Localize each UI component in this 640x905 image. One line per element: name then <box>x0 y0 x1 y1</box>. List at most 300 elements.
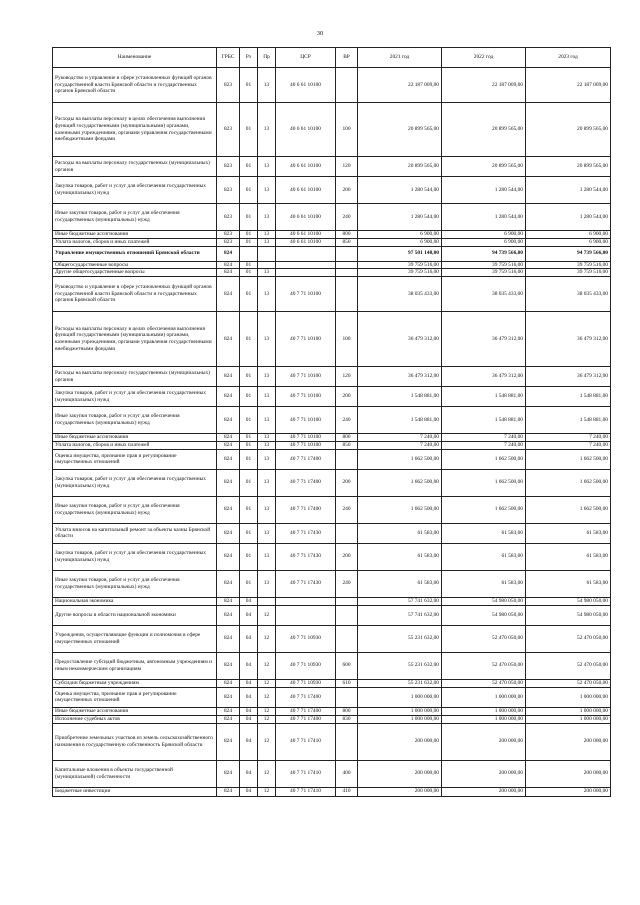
cell-pr: 13 <box>258 570 276 597</box>
cell-y2022: 54 980 050,00 <box>442 597 526 605</box>
cell-grbs: 824 <box>217 277 240 312</box>
cell-grbs: 824 <box>217 387 240 407</box>
cell-y2021: 6 900,00 <box>358 238 442 246</box>
cell-grbs: 824 <box>217 434 240 442</box>
table-row <box>53 625 611 652</box>
cell-y2023: 36 479 312,00 <box>526 367 611 387</box>
cell-csr <box>276 269 336 277</box>
cell-grbs: 824 <box>217 723 240 760</box>
cell-csr: 40 7 71 10930 <box>276 652 336 679</box>
cell-rz: 01 <box>240 68 258 103</box>
cell-y2023: 61 583,00 <box>526 543 611 570</box>
cell-vr: 410 <box>336 787 358 796</box>
cell-pr: 13 <box>258 157 276 177</box>
cell-y2021: 61 583,00 <box>358 570 442 597</box>
cell-rz: 04 <box>240 760 258 787</box>
col-header-grbs: ГРБС <box>217 48 240 68</box>
cell-grbs: 823 <box>217 157 240 177</box>
cell-rz: 01 <box>240 177 258 204</box>
table-row <box>53 407 611 434</box>
cell-pr: 13 <box>258 277 276 312</box>
cell-rz: 01 <box>240 449 258 469</box>
cell-vr <box>336 605 358 625</box>
cell-y2022: 20 899 565,00 <box>442 103 526 157</box>
table-row <box>53 449 611 469</box>
cell-rz: 04 <box>240 605 258 625</box>
cell-name: Закупка товаров, работ и услуг для обеспечения государственных (муниципальных) нужд <box>53 543 217 570</box>
cell-csr: 40 7 71 10100 <box>276 312 336 367</box>
cell-y2022: 7 240,00 <box>442 441 526 449</box>
cell-y2021: 61 583,00 <box>358 543 442 570</box>
table-row <box>53 687 611 707</box>
cell-name: Национальная экономика <box>53 597 217 605</box>
cell-vr: 200 <box>336 469 358 496</box>
cell-y2022: 54 980 050,00 <box>442 605 526 625</box>
col-header-name: Наименование <box>53 48 217 68</box>
cell-grbs: 824 <box>217 625 240 652</box>
cell-vr: 200 <box>336 387 358 407</box>
cell-pr: 12 <box>258 787 276 796</box>
cell-pr: 13 <box>258 367 276 387</box>
cell-grbs: 824 <box>217 570 240 597</box>
cell-grbs: 824 <box>217 687 240 707</box>
cell-y2022: 1 548 881,00 <box>442 407 526 434</box>
cell-vr <box>336 625 358 652</box>
cell-csr: 40 7 71 17430 <box>276 570 336 597</box>
cell-y2023: 1 280 544,00 <box>526 177 611 204</box>
cell-name: Капитальные вложения в объекты государственной (муниципальной) собственности <box>53 760 217 787</box>
cell-pr: 12 <box>258 707 276 715</box>
cell-csr: 40 7 71 10100 <box>276 367 336 387</box>
cell-vr <box>336 523 358 543</box>
cell-y2023: 61 583,00 <box>526 570 611 597</box>
cell-name: Учреждения, осуществляющие функции и полномочия в сфере имущественных отношений <box>53 625 217 652</box>
cell-vr <box>336 723 358 760</box>
cell-vr: 800 <box>336 434 358 442</box>
cell-name: Иные бюджетные ассигнования <box>53 231 217 239</box>
cell-y2021: 6 900,00 <box>358 231 442 239</box>
cell-vr <box>336 277 358 312</box>
cell-y2021: 200 000,00 <box>358 723 442 760</box>
cell-pr: 12 <box>258 679 276 687</box>
cell-pr: 13 <box>258 68 276 103</box>
cell-y2023: 1 000 000,00 <box>526 687 611 707</box>
table-row <box>53 787 611 796</box>
cell-y2022: 61 583,00 <box>442 543 526 570</box>
table-row <box>53 177 611 204</box>
cell-csr <box>276 246 336 261</box>
cell-y2022: 39 759 516,00 <box>442 261 526 269</box>
cell-vr: 610 <box>336 679 358 687</box>
cell-grbs: 824 <box>217 496 240 523</box>
table-row <box>53 103 611 157</box>
cell-y2023: 7 240,00 <box>526 434 611 442</box>
cell-name: Расходы на выплаты персоналу в целях обеспечения выполнения функций государственными (муниципальными) органами, казенными учреждениями, органами управления государственными внебюджетными фондами <box>53 312 217 367</box>
cell-vr: 240 <box>336 407 358 434</box>
cell-y2021: 39 759 516,00 <box>358 269 442 277</box>
cell-name: Расходы на выплаты персоналу государственных (муниципальных) органов <box>53 157 217 177</box>
cell-vr: 240 <box>336 496 358 523</box>
cell-y2023: 6 900,00 <box>526 238 611 246</box>
cell-rz: 01 <box>240 543 258 570</box>
cell-csr <box>276 605 336 625</box>
cell-y2021: 20 899 565,00 <box>358 103 442 157</box>
cell-grbs: 824 <box>217 707 240 715</box>
cell-rz: 01 <box>240 407 258 434</box>
cell-grbs: 824 <box>217 269 240 277</box>
cell-csr: 40 6 61 10100 <box>276 68 336 103</box>
cell-y2022: 1 000 000,00 <box>442 707 526 715</box>
cell-name: Субсидии бюджетным учреждениям <box>53 679 217 687</box>
cell-name: Исполнение судебных актов <box>53 715 217 723</box>
table-row <box>53 434 611 442</box>
cell-rz: 01 <box>240 570 258 597</box>
table-row <box>53 441 611 449</box>
cell-csr: 40 7 71 10100 <box>276 387 336 407</box>
cell-y2021: 20 899 565,00 <box>358 157 442 177</box>
cell-csr: 40 6 61 10100 <box>276 231 336 239</box>
cell-csr: 40 7 71 10100 <box>276 277 336 312</box>
cell-vr: 850 <box>336 441 358 449</box>
cell-grbs: 824 <box>217 523 240 543</box>
cell-vr: 120 <box>336 157 358 177</box>
cell-name: Другие вопросы в области национальной экономики <box>53 605 217 625</box>
cell-y2023: 200 000,00 <box>526 723 611 760</box>
cell-y2023: 20 899 565,00 <box>526 157 611 177</box>
cell-vr <box>336 261 358 269</box>
table-row <box>53 277 611 312</box>
cell-y2022: 200 000,00 <box>442 787 526 796</box>
cell-y2022: 22 187 009,00 <box>442 68 526 103</box>
cell-name: Руководство и управление в сфере установленных функций органов государственной власти Брянской области и государственных органов Брянской области <box>53 277 217 312</box>
cell-y2022: 1 662 500,00 <box>442 449 526 469</box>
table-row <box>53 570 611 597</box>
cell-rz: 01 <box>240 103 258 157</box>
cell-y2021: 57 741 632,00 <box>358 605 442 625</box>
cell-y2021: 200 000,00 <box>358 760 442 787</box>
cell-vr: 200 <box>336 543 358 570</box>
cell-y2022: 1 000 000,00 <box>442 687 526 707</box>
cell-rz: 04 <box>240 715 258 723</box>
cell-vr: 200 <box>336 177 358 204</box>
cell-csr <box>276 597 336 605</box>
cell-rz: 04 <box>240 707 258 715</box>
cell-vr <box>336 269 358 277</box>
cell-y2021: 38 035 433,00 <box>358 277 442 312</box>
cell-y2023: 7 240,00 <box>526 441 611 449</box>
cell-rz: 01 <box>240 277 258 312</box>
cell-y2023: 20 899 565,00 <box>526 103 611 157</box>
cell-csr: 40 6 61 10100 <box>276 204 336 231</box>
cell-y2023: 1 662 500,00 <box>526 449 611 469</box>
page-number: 30 <box>316 30 324 37</box>
cell-csr: 40 7 71 10100 <box>276 407 336 434</box>
cell-y2022: 61 583,00 <box>442 570 526 597</box>
cell-csr: 40 6 61 10100 <box>276 157 336 177</box>
cell-y2021: 55 231 632,00 <box>358 625 442 652</box>
cell-y2022: 1 000 000,00 <box>442 715 526 723</box>
cell-rz: 04 <box>240 787 258 796</box>
cell-rz: 01 <box>240 261 258 269</box>
cell-csr: 40 7 71 17430 <box>276 543 336 570</box>
cell-name: Оценка имущества, признание прав и регулирование имущественных отношений <box>53 449 217 469</box>
cell-rz: 01 <box>240 523 258 543</box>
cell-pr: 13 <box>258 449 276 469</box>
col-header-rz: Рз <box>240 48 258 68</box>
cell-rz: 01 <box>240 204 258 231</box>
cell-vr <box>336 597 358 605</box>
cell-csr: 40 7 71 10930 <box>276 679 336 687</box>
cell-vr <box>336 68 358 103</box>
cell-name: Уплата налогов, сборов и иных платежей <box>53 441 217 449</box>
cell-y2023: 1 000 000,00 <box>526 707 611 715</box>
cell-grbs: 823 <box>217 238 240 246</box>
cell-pr: 13 <box>258 312 276 367</box>
cell-csr: 40 7 71 10930 <box>276 625 336 652</box>
cell-name: Руководство и управление в сфере установленных функций органов государственной власти Брянской области и государственных органов Брянской области <box>53 68 217 103</box>
cell-csr: 40 7 71 17400 <box>276 496 336 523</box>
cell-grbs: 824 <box>217 312 240 367</box>
cell-y2023: 1 548 881,00 <box>526 407 611 434</box>
cell-y2021: 1 548 881,00 <box>358 407 442 434</box>
cell-pr: 12 <box>258 652 276 679</box>
cell-csr: 40 7 71 17400 <box>276 715 336 723</box>
table-row <box>53 523 611 543</box>
table-header-row <box>53 48 611 68</box>
cell-csr: 40 7 71 17400 <box>276 707 336 715</box>
cell-pr: 12 <box>258 723 276 760</box>
cell-csr: 40 6 61 10100 <box>276 103 336 157</box>
cell-y2022: 6 900,00 <box>442 231 526 239</box>
cell-y2023: 54 980 050,00 <box>526 605 611 625</box>
cell-grbs: 824 <box>217 760 240 787</box>
cell-y2021: 22 187 009,00 <box>358 68 442 103</box>
cell-y2022: 52 470 050,00 <box>442 679 526 687</box>
cell-csr: 40 7 71 17400 <box>276 449 336 469</box>
cell-y2023: 52 470 050,00 <box>526 679 611 687</box>
cell-y2022: 200 000,00 <box>442 760 526 787</box>
cell-pr: 13 <box>258 434 276 442</box>
cell-grbs: 824 <box>217 469 240 496</box>
cell-y2022: 20 899 565,00 <box>442 157 526 177</box>
cell-name: Иные бюджетные ассигнования <box>53 707 217 715</box>
cell-y2022: 36 479 312,00 <box>442 367 526 387</box>
cell-pr: 13 <box>258 441 276 449</box>
table-row <box>53 469 611 496</box>
cell-y2023: 52 470 050,00 <box>526 625 611 652</box>
cell-name: Закупка товаров, работ и услуг для обеспечения государственных (муниципальных) нужд <box>53 177 217 204</box>
cell-y2021: 57 741 632,00 <box>358 597 442 605</box>
cell-pr: 13 <box>258 469 276 496</box>
cell-y2022: 200 000,00 <box>442 723 526 760</box>
cell-grbs: 824 <box>217 246 240 261</box>
cell-csr: 40 6 61 10100 <box>276 177 336 204</box>
cell-name: Расходы на выплаты персоналу государственных (муниципальных) органов <box>53 367 217 387</box>
cell-y2022: 94 739 566,00 <box>442 246 526 261</box>
cell-vr: 120 <box>336 367 358 387</box>
cell-name: Предоставление субсидий бюджетным, автономным учреждениям и иным некоммерческим организациям <box>53 652 217 679</box>
cell-y2023: 52 470 050,00 <box>526 652 611 679</box>
cell-y2021: 1 280 544,00 <box>358 204 442 231</box>
table-row <box>53 543 611 570</box>
cell-y2021: 7 240,00 <box>358 441 442 449</box>
cell-rz: 01 <box>240 312 258 367</box>
cell-vr: 800 <box>336 707 358 715</box>
cell-vr: 850 <box>336 238 358 246</box>
cell-y2023: 38 035 433,00 <box>526 277 611 312</box>
cell-pr: 13 <box>258 407 276 434</box>
cell-grbs: 824 <box>217 543 240 570</box>
cell-rz: 04 <box>240 597 258 605</box>
col-header-2023: 2023 год <box>526 48 611 68</box>
cell-name: Бюджетные инвестиции <box>53 787 217 796</box>
cell-pr: 12 <box>258 687 276 707</box>
cell-rz: 01 <box>240 157 258 177</box>
cell-vr <box>336 687 358 707</box>
cell-csr: 40 7 71 17430 <box>276 523 336 543</box>
cell-y2021: 7 240,00 <box>358 434 442 442</box>
cell-rz: 04 <box>240 687 258 707</box>
cell-vr: 830 <box>336 715 358 723</box>
cell-grbs: 823 <box>217 177 240 204</box>
cell-pr: 13 <box>258 204 276 231</box>
cell-name: Управление имущественных отношений Брянской области <box>53 246 217 261</box>
cell-pr: 12 <box>258 715 276 723</box>
cell-rz <box>240 246 258 261</box>
cell-name: Иные закупки товаров, работ и услуг для обеспечения государственных (муниципальных) нужд <box>53 496 217 523</box>
cell-pr: 13 <box>258 238 276 246</box>
cell-grbs: 824 <box>217 679 240 687</box>
cell-grbs: 823 <box>217 68 240 103</box>
cell-y2021: 61 583,00 <box>358 523 442 543</box>
cell-pr: 12 <box>258 625 276 652</box>
cell-name: Закупка товаров, работ и услуг для обеспечения государственных (муниципальных) нужд <box>53 387 217 407</box>
table-row <box>53 269 611 277</box>
cell-y2023: 36 479 312,00 <box>526 312 611 367</box>
cell-pr: 12 <box>258 760 276 787</box>
cell-grbs: 824 <box>217 449 240 469</box>
cell-y2022: 52 470 050,00 <box>442 652 526 679</box>
cell-grbs: 824 <box>217 441 240 449</box>
cell-y2021: 36 479 312,00 <box>358 312 442 367</box>
cell-vr: 240 <box>336 204 358 231</box>
table-row <box>53 597 611 605</box>
cell-vr: 800 <box>336 231 358 239</box>
table-row <box>53 715 611 723</box>
cell-y2021: 200 000,00 <box>358 787 442 796</box>
cell-grbs: 824 <box>217 261 240 269</box>
cell-name: Закупка товаров, работ и услуг для обеспечения государственных (муниципальных) нужд <box>53 469 217 496</box>
cell-name: Другие общегосударственные вопросы <box>53 269 217 277</box>
cell-grbs: 824 <box>217 652 240 679</box>
table-row <box>53 679 611 687</box>
cell-y2023: 200 000,00 <box>526 787 611 796</box>
cell-rz: 01 <box>240 441 258 449</box>
table-row <box>53 312 611 367</box>
cell-rz: 04 <box>240 625 258 652</box>
cell-y2023: 22 187 009,00 <box>526 68 611 103</box>
cell-pr: 13 <box>258 387 276 407</box>
table-row <box>53 707 611 715</box>
cell-y2022: 52 470 050,00 <box>442 625 526 652</box>
cell-name: Иные закупки товаров, работ и услуг для обеспечения государственных (муниципальных) нужд <box>53 204 217 231</box>
cell-rz: 01 <box>240 269 258 277</box>
cell-grbs: 823 <box>217 103 240 157</box>
cell-csr: 40 7 71 17400 <box>276 687 336 707</box>
cell-y2022: 1 280 544,00 <box>442 177 526 204</box>
cell-y2023: 200 000,00 <box>526 760 611 787</box>
cell-y2021: 1 548 881,00 <box>358 387 442 407</box>
cell-pr <box>258 597 276 605</box>
cell-y2023: 1 000 000,00 <box>526 715 611 723</box>
cell-y2023: 61 583,00 <box>526 523 611 543</box>
cell-pr <box>258 246 276 261</box>
cell-pr: 13 <box>258 543 276 570</box>
table-row <box>53 496 611 523</box>
cell-name: Общегосударственные вопросы <box>53 261 217 269</box>
cell-y2021: 55 231 632,00 <box>358 652 442 679</box>
cell-y2021: 97 501 148,00 <box>358 246 442 261</box>
cell-name: Оценка имущества, признание прав и регулирование имущественных отношений <box>53 687 217 707</box>
cell-rz: 01 <box>240 469 258 496</box>
cell-vr <box>336 449 358 469</box>
cell-rz: 01 <box>240 434 258 442</box>
cell-name: Уплата взносов на капитальный ремонт за объекты казны Брянской области <box>53 523 217 543</box>
cell-y2021: 1 662 500,00 <box>358 496 442 523</box>
cell-vr: 100 <box>336 312 358 367</box>
table-row <box>53 238 611 246</box>
cell-y2023: 1 280 544,00 <box>526 204 611 231</box>
cell-grbs: 824 <box>217 787 240 796</box>
cell-y2021: 1 000 000,00 <box>358 707 442 715</box>
cell-rz: 01 <box>240 231 258 239</box>
cell-y2022: 6 900,00 <box>442 238 526 246</box>
col-header-pr: Пр <box>258 48 276 68</box>
cell-pr: 13 <box>258 231 276 239</box>
cell-y2022: 39 759 516,00 <box>442 269 526 277</box>
cell-csr: 40 6 61 10100 <box>276 238 336 246</box>
cell-y2022: 1 548 881,00 <box>442 387 526 407</box>
table-row <box>53 605 611 625</box>
cell-y2021: 1 280 544,00 <box>358 177 442 204</box>
cell-grbs: 824 <box>217 407 240 434</box>
table-row <box>53 652 611 679</box>
cell-y2023: 94 739 566,00 <box>526 246 611 261</box>
cell-y2023: 54 980 050,00 <box>526 597 611 605</box>
cell-vr: 100 <box>336 103 358 157</box>
cell-name: Иные бюджетные ассигнования <box>53 434 217 442</box>
cell-name: Иные закупки товаров, работ и услуг для обеспечения государственных (муниципальных) нужд <box>53 570 217 597</box>
cell-grbs: 823 <box>217 204 240 231</box>
col-header-vr: ВР <box>336 48 358 68</box>
cell-y2021: 1 000 000,00 <box>358 715 442 723</box>
cell-csr: 40 7 71 10100 <box>276 434 336 442</box>
cell-y2022: 61 583,00 <box>442 523 526 543</box>
cell-vr: 400 <box>336 760 358 787</box>
cell-vr: 240 <box>336 570 358 597</box>
cell-vr <box>336 246 358 261</box>
cell-grbs: 824 <box>217 605 240 625</box>
table-row <box>53 367 611 387</box>
cell-y2023: 1 662 500,00 <box>526 496 611 523</box>
cell-y2023: 1 548 881,00 <box>526 387 611 407</box>
cell-y2023: 39 759 516,00 <box>526 269 611 277</box>
cell-y2022: 7 240,00 <box>442 434 526 442</box>
cell-csr: 40 7 71 17410 <box>276 760 336 787</box>
cell-y2022: 1 280 544,00 <box>442 204 526 231</box>
table-row <box>53 231 611 239</box>
cell-name: Приобретение земельных участков из земель сельскохозяйственного назначения в государственную собственность Брянской области <box>53 723 217 760</box>
